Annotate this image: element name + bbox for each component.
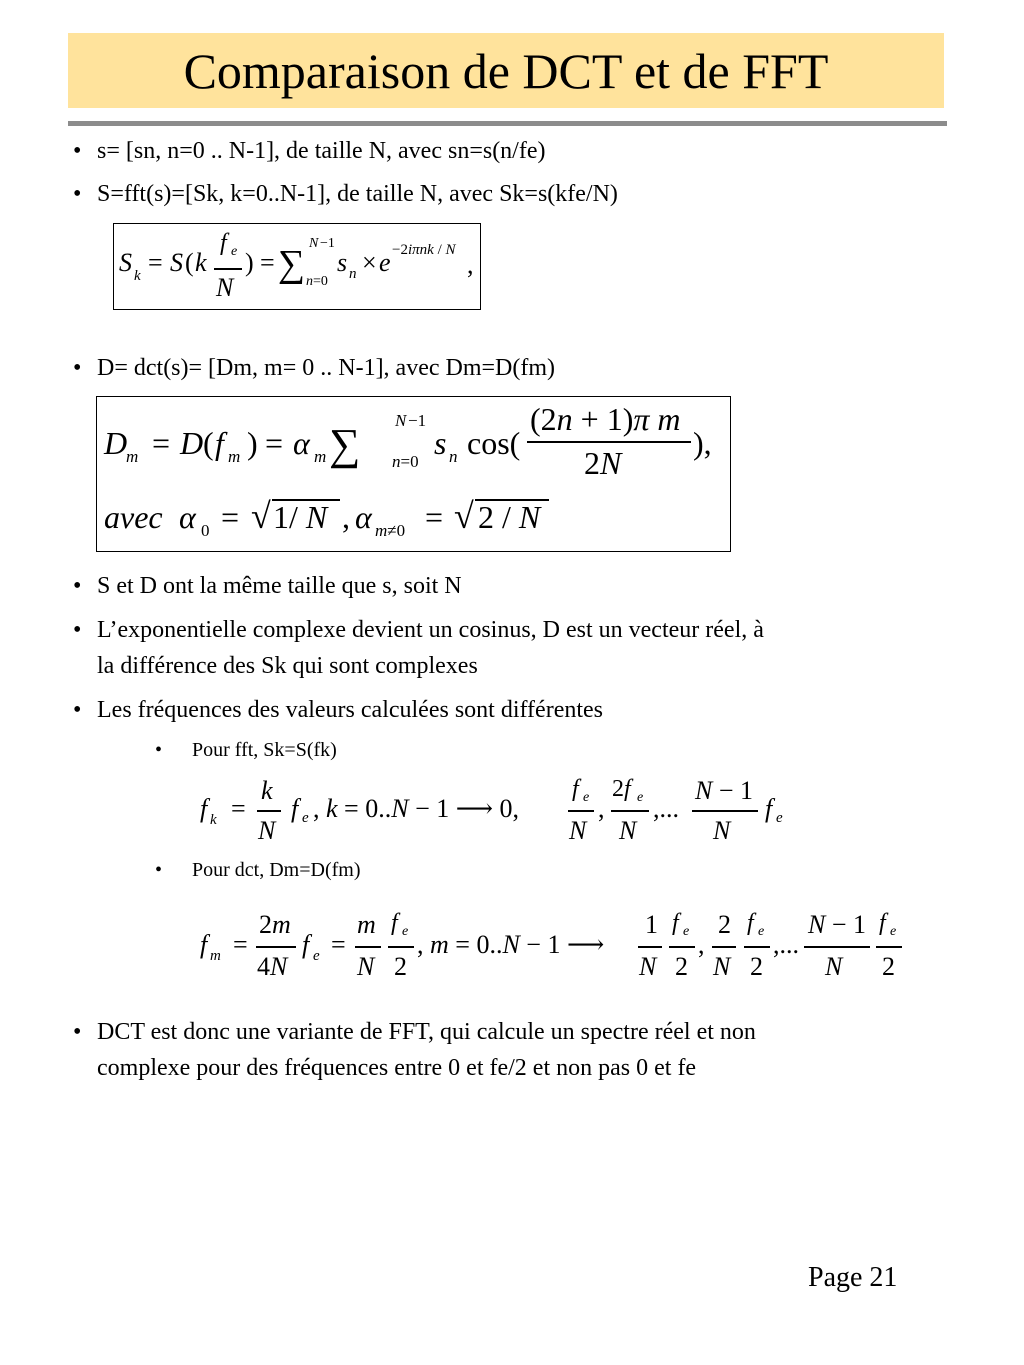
bullet-text-continued: complexe pour des fréquences entre 0 et fe/2 et non pas 0 et fe xyxy=(97,1055,697,1081)
title-divider xyxy=(68,121,947,126)
bullet-marker: • xyxy=(73,181,82,207)
fft-formula: S k = S ( k f e N ) = ∑ N −1 n=0 s n × e −2iπnk / N , xyxy=(119,230,474,302)
sub-bullet-marker: • xyxy=(155,859,163,881)
slide-title: Comparaison de DCT et de FFT xyxy=(183,42,829,99)
dct-formula-line2: avec α 0 = √ 1/ N , α m≠0 = √ 2 / N xyxy=(97,487,727,551)
bullet-marker: • xyxy=(73,617,82,643)
bullet-marker: • xyxy=(73,573,82,599)
sub-bullet-text: Pour fft, Sk=S(fk) xyxy=(192,739,337,761)
bullet-text: S=fft(s)=[Sk, k=0..N-1], de taille N, avec Sk=s(kfe/N) xyxy=(97,181,618,207)
bullet-marker: • xyxy=(73,1019,82,1045)
bullet-marker: • xyxy=(73,355,82,381)
title-banner xyxy=(68,33,944,108)
bullet-text: DCT est donc une variante de FFT, qui calcule un spectre réel et non xyxy=(97,1019,756,1045)
bullet-marker: • xyxy=(73,138,82,164)
bullet-text: Les fréquences des valeurs calculées sont différentes xyxy=(97,697,604,723)
fft-formula-box xyxy=(113,223,481,310)
bullet-text-continued: la différence des Sk qui sont complexes xyxy=(97,653,478,679)
bullet-text: S et D ont la même taille que s, soit N xyxy=(97,573,462,599)
dct-formula-box xyxy=(96,396,731,552)
bullet-marker: • xyxy=(73,697,82,723)
bullet-text: L’exponentielle complexe devient un cosinus, D est un vecteur réel, à xyxy=(97,617,764,643)
sub-bullet-marker: • xyxy=(155,739,163,761)
fft-frequency-formula: f k = k N f e , k = 0..N − 1 ⟶ 0, f e N , 2f e N ,... N − 1 N f e xyxy=(200,776,783,845)
dct-frequency-formula: f m = 2m 4N f e = m N f e 2 , m = 0..N − 1 ⟶ 1 N f e 2 , 2 N f e 2 ,... N − 1 N f e 2 xyxy=(195,908,915,990)
page-number: Page 21 xyxy=(808,1262,898,1293)
sub-bullet-text: Pour dct, Dm=D(fm) xyxy=(192,859,361,881)
bullet-text: s= [sn, n=0 .. N-1], de taille N, avec sn=s(n/fe) xyxy=(97,138,546,164)
bullet-text: D= dct(s)= [Dm, m= 0 .. N-1], avec Dm=D(fm) xyxy=(97,355,556,381)
dct-formula-line1: D m = D ( f m ) = α m ∑ N −1 n=0 s n cos( (2n + 1)π m 2N ), xyxy=(104,401,712,481)
